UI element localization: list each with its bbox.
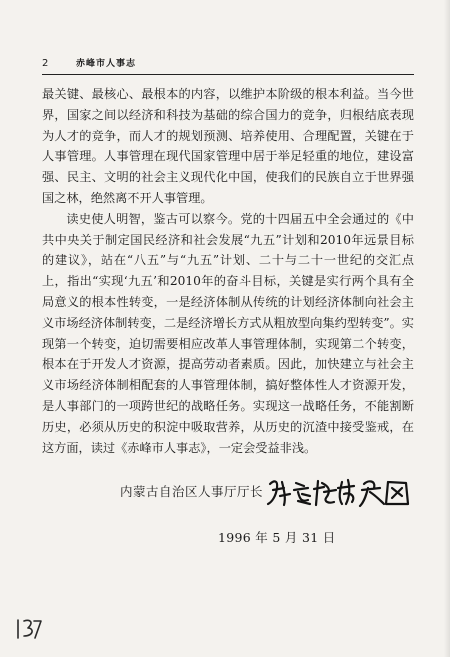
handwritten-margin-mark	[14, 616, 44, 642]
scan-shadow	[444, 0, 450, 657]
header-rule	[42, 74, 414, 75]
journal-title: 赤峰市人事志	[76, 59, 137, 69]
signer-department: 内蒙古自治区人事厅厅长	[120, 484, 264, 499]
page-number: 2	[42, 58, 49, 69]
running-header	[42, 56, 414, 72]
body-text	[42, 84, 414, 458]
handwritten-signature	[264, 474, 414, 510]
signature-block	[120, 472, 420, 512]
paragraph-continued: 最关键、最核心、最根本的内容，以维护本阶级的根本利益。当今世界，国家之间以经济和科技为基础的综合国力的竞争，归根结底表现为人才的竞争，而人才的规划预测、培养使用、合理配置，关键在于人事管理。人事管理在现代国家管理中居于举足轻重的地位，建设富强、民主、文明的社会主义现代化中国，使我们的民族自立于世界强国之林，绝然离不开人事管理。	[42, 87, 414, 205]
paragraph: 读史使人明智，鉴古可以察今。党的十四届五中全会通过的《中共中央关于制定国民经济和社会发展“九五”计划和2010年远景目标的建议》，站在“八五”与“九五”计划、二十与二十一世纪的交汇点上，指出“实现‘九五’和2010年的奋斗目标，关键是实行两个具有全局意义的根本性转变，一是经济体制从传统的计划经济体制向社会主义市场经济体制转变，二是经济增长方式从粗放型向集约型转变”。实现第一个转变，迫切需要相应改革人事管理体制，实现第二个转变，根本在于开发人才资源，提高劳动者素质。因此，加快建立与社会主义市场经济体制相配套的人事管理体制，搞好整体性人才资源开发，是人事部门的一项跨世纪的战略任务。实现这一战略任务，不能割断历史，必须从历史的积淀中吸取营养，从历史的沉渣中接受鉴戒，在这方面，读过《赤峰市人事志》，一定会受益非浅。	[42, 211, 414, 455]
date: 1996 年 5 月 31 日	[218, 530, 336, 545]
